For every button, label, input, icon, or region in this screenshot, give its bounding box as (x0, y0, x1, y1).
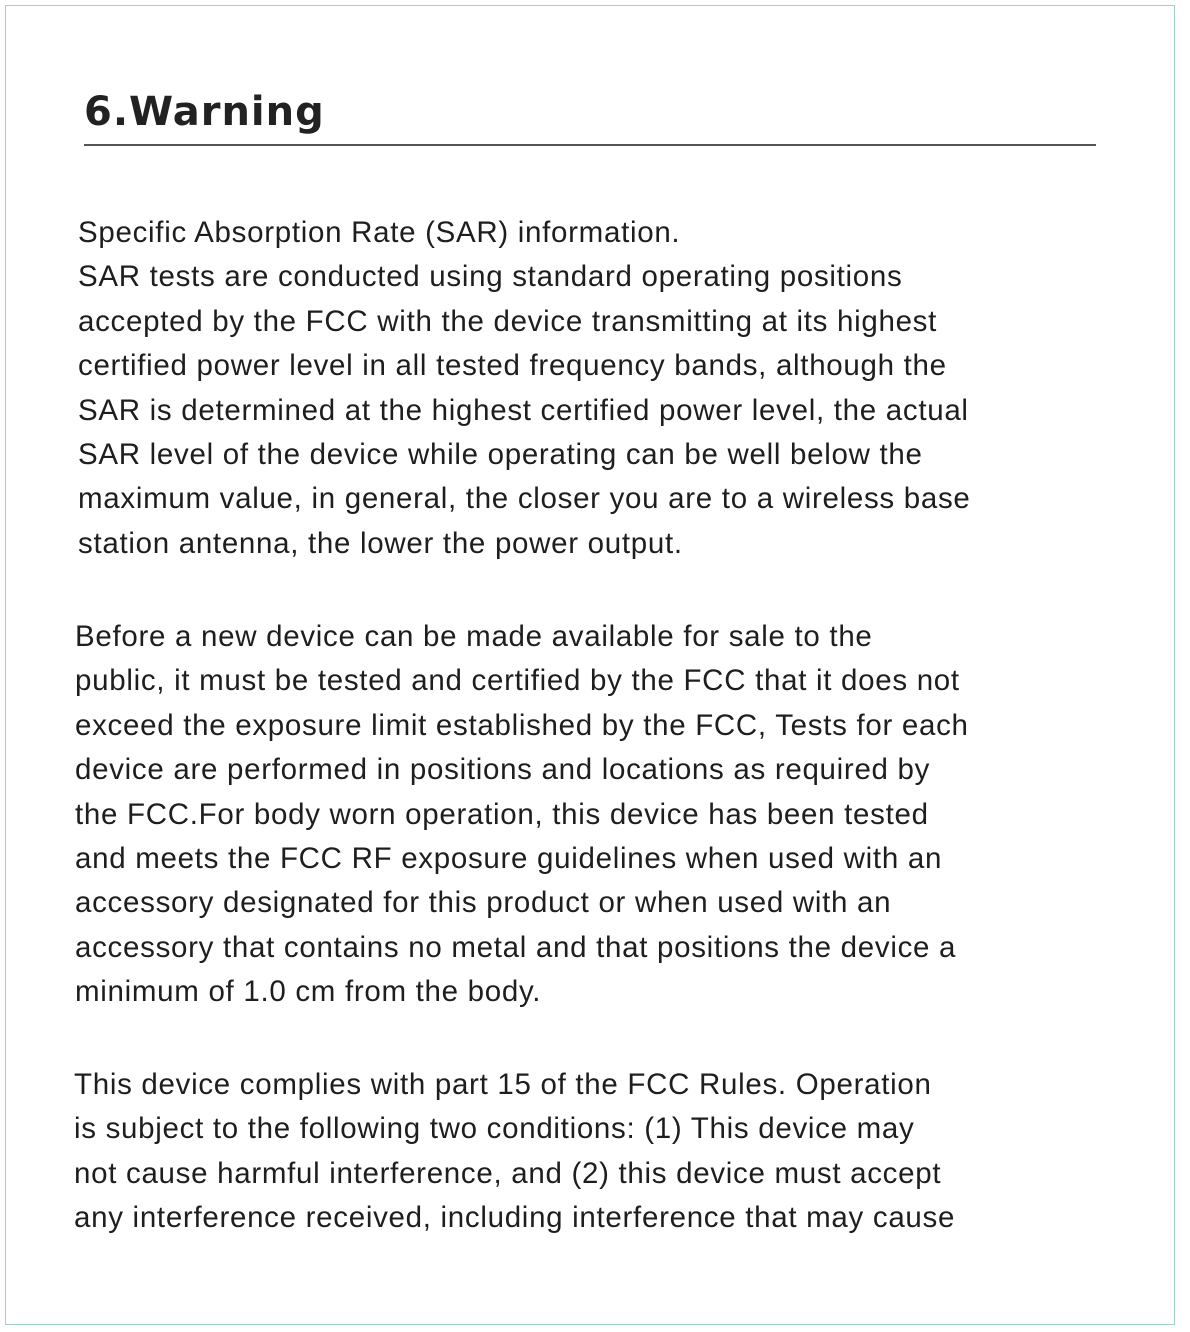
text-line: This device complies with part 15 of the FCC Rules. Operation (74, 1068, 932, 1101)
text-line: not cause harmful interference, and (2) this device must accept (74, 1156, 942, 1190)
paragraph-fcc-certification (75, 615, 1135, 1015)
text-line: minimum of 1.0 cm from the body. (75, 975, 542, 1009)
text-line: Before a new device can be made available for sale to the (75, 620, 873, 653)
paragraph-fcc-part15 (74, 1063, 1134, 1241)
text-line: accepted by the FCC with the device transmitting at its highest (78, 304, 938, 338)
text-line: accessory designated for this product or when used with an (75, 886, 892, 920)
text-line: exceed the exposure limit established by the FCC, Tests for each (75, 708, 969, 742)
text-line: certified power level in all tested frequency bands, although the (78, 349, 947, 383)
text-line: Specific Absorption Rate (SAR) information. (78, 216, 681, 249)
text-line: the FCC.For body worn operation, this device has been tested (75, 797, 929, 831)
text-line: public, it must be tested and certified by the FCC that it does not (75, 664, 960, 698)
text-line: SAR level of the device while operating can be well below the (78, 438, 923, 472)
text-line: is subject to the following two conditions: (1) This device may (74, 1112, 915, 1146)
text-line: device are performed in positions and locations as required by (75, 753, 931, 787)
text-line: SAR is determined at the highest certified power level, the actual (78, 393, 969, 427)
text-line: maximum value, in general, the closer you are to a wireless base (78, 482, 971, 516)
paragraph-sar-information (78, 211, 1138, 566)
text-line: accessory that contains no metal and that positions the device a (75, 930, 957, 964)
section-title: 6.Warning (84, 89, 325, 135)
text-line: any interference received, including interference that may cause (74, 1201, 956, 1235)
text-line: station antenna, the lower the power output. (78, 526, 683, 560)
text-line: SAR tests are conducted using standard operating positions (78, 260, 903, 294)
text-line: and meets the FCC RF exposure guidelines when used with an (75, 842, 943, 876)
title-divider (84, 144, 1096, 146)
